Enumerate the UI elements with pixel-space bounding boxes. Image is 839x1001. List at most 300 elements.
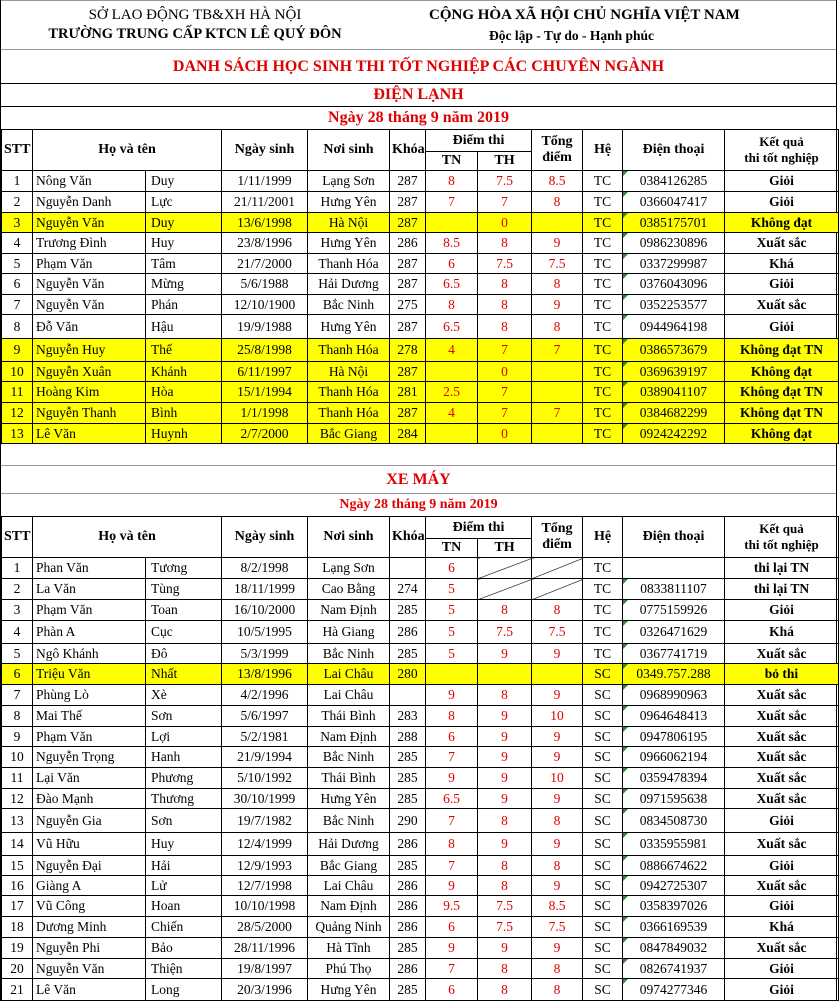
cell-th: 7.5 [478,171,532,192]
cell-pob: Hà Tĩnh [308,938,390,959]
phone-number: 0826741937 [639,960,708,976]
cell-khoa: 285 [390,768,426,789]
cell-stt: 16 [2,876,33,896]
cell-stt: 4 [2,233,33,254]
phone-number: 0974277346 [639,981,708,997]
cell-ho: Nguyễn Văn [33,295,146,315]
column-header-pob: Nơi sinh [308,130,390,171]
cell-ten: Duy [146,213,222,233]
cell-he: TC [583,424,623,444]
total-line-2: điểm [542,150,572,165]
cell-pob: Thanh Hóa [308,403,390,424]
header-right [389,1,836,49]
cell-ten: Sơn [146,706,222,727]
cell-th: 7 [478,339,532,362]
cell-he: TC [583,254,623,274]
cell-he: TC [583,295,623,315]
cell-tn: 5 [426,600,478,621]
cell-dt [623,233,725,254]
cell-stt: 3 [2,600,33,621]
cell-ho: Nguyễn Văn [33,213,146,233]
cell-tn: 7 [426,747,478,768]
phone-number: 0359478394 [639,770,708,785]
cell-ho: Nguyễn Phi [33,938,146,959]
cell-tn: 7 [426,959,478,979]
cell-khoa: 285 [390,856,426,876]
cell-dt [623,833,725,856]
cell-he: TC [583,621,623,644]
cell-pob: Bắc Ninh [308,809,390,833]
cell-stt: 12 [2,789,33,809]
cell-dt [623,876,725,896]
cell-th: 7.5 [478,621,532,644]
cell-tn: 8 [426,833,478,856]
cell-th: 0 [478,362,532,382]
cell-pob: Lạng Sơn [308,558,390,579]
cell-khoa: 274 [390,579,426,600]
cell-tong: 7.5 [532,621,583,644]
table-row [2,382,839,403]
document-header [1,0,836,49]
phone-number: 0775159926 [639,602,708,617]
cell-pob: Bắc Giang [308,424,390,444]
cell-kq: Không đạt [725,213,839,233]
phone-number: 0352253577 [639,296,708,312]
comment-indicator-icon [623,789,628,794]
cell-dt [623,959,725,979]
cell-kq: Giỏi [725,192,839,213]
cell-tong: 7 [532,403,583,424]
cell-tong: 9 [532,727,583,747]
cell-tong: 8 [532,856,583,876]
cell-tong: 9 [532,789,583,809]
phone-number: 0366169539 [639,919,708,934]
cell-khoa: 287 [390,213,426,233]
cell-kq: Xuất sắc [725,295,839,315]
cell-dob: 13/8/1996 [222,664,308,685]
cell-he: TC [583,171,623,192]
comment-indicator-icon [623,938,628,943]
cell-khoa [390,685,426,706]
cell-he: SC [583,706,623,727]
column-header-pob: Nơi sinh [308,517,390,558]
republic-name: CỘNG HÒA XÃ HỘI CHỦ NGHĨA VIỆT NAM [429,7,740,23]
cell-he: TC [583,274,623,295]
phone-number: 0924242292 [639,425,708,441]
cell-ten: Duy [146,171,222,192]
cell-tong [532,664,583,685]
cell-stt: 14 [2,833,33,856]
table-row [2,727,839,747]
cell-kq: Giỏi [725,315,839,339]
cell-tong: 8 [532,979,583,1001]
comment-indicator-icon [623,644,628,649]
cell-stt: 6 [2,664,33,685]
cell-khoa [390,558,426,579]
cell-ten: Bình [146,403,222,424]
cell-tong: 8 [532,315,583,339]
cell-dt [623,213,725,233]
phone-number: 0384126285 [639,173,708,188]
cell-khoa: 287 [390,171,426,192]
column-header-phone: Điện thoại [623,517,725,558]
document-title: DANH SÁCH HỌC SINH THI TỐT NGHIỆP CÁC CHUYÊN NGÀNH [1,49,836,83]
comment-indicator-icon [623,382,628,387]
comment-indicator-icon [623,856,628,861]
cell-th: 8 [478,233,532,254]
cell-ten: Tương [146,558,222,579]
phone-number: 0386573679 [639,342,708,357]
cell-ten: Lực [146,192,222,213]
cell-dt [623,706,725,727]
cell-khoa: 287 [390,362,426,382]
cell-he: SC [583,809,623,833]
cell-dt [623,979,725,1001]
table-row [2,315,839,339]
cell-tn: 5 [426,621,478,644]
cell-he: SC [583,727,623,747]
cell-dt [623,747,725,768]
cell-dob: 28/5/2000 [222,917,308,938]
cell-ho: Phạm Văn [33,727,146,747]
result-line-1: Kết quả [759,134,804,149]
cell-he: TC [583,579,623,600]
cell-stt: 5 [2,644,33,664]
cell-khoa: 287 [390,254,426,274]
sections-container [1,83,836,1001]
cell-he: SC [583,768,623,789]
cell-kq: Giỏi [725,274,839,295]
column-header-he: Hệ [583,130,623,171]
cell-kq: Xuất sắc [725,938,839,959]
cell-tn [426,213,478,233]
section-date: Ngày 28 tháng 9 năm 2019 [1,493,836,516]
cell-tn: 9 [426,685,478,706]
cell-kq: Xuất sắc [725,833,839,856]
phone-number: 0847849032 [639,940,708,955]
column-header-he: Hệ [583,517,623,558]
table-row [2,789,839,809]
table-row [2,685,839,706]
cell-tong: 10 [532,706,583,727]
table-row [2,424,839,444]
cell-tong: 7.5 [532,917,583,938]
cell-ten: Xè [146,685,222,706]
cell-ho: Triệu Văn [33,664,146,685]
cell-he: TC [583,644,623,664]
cell-pob: Nam Định [308,727,390,747]
cell-tn: 5 [426,579,478,600]
cell-dt [623,171,725,192]
cell-dt [623,938,725,959]
phone-number: 0966062194 [639,749,708,764]
cell-th: 8 [478,876,532,896]
cell-kq: Khá [725,917,839,938]
cell-th: 8 [478,315,532,339]
table-row [2,233,839,254]
cell-dt [623,685,725,706]
cell-he: SC [583,876,623,896]
cell-ten: Cục [146,621,222,644]
phone-number: 0886674622 [639,857,708,873]
cell-dob: 21/9/1994 [222,747,308,768]
cell-th: 0 [478,213,532,233]
comment-indicator-icon [623,876,628,881]
cell-dob: 4/2/1996 [222,685,308,706]
cell-tn: 8.5 [426,233,478,254]
cell-he: SC [583,789,623,809]
cell-dob: 1/1/1998 [222,403,308,424]
cell-tong: 9 [532,833,583,856]
cell-pob: Hưng Yên [308,192,390,213]
cell-tong: 8 [532,192,583,213]
cell-tn [426,664,478,685]
cell-tn: 6 [426,558,478,579]
cell-dob: 2/7/2000 [222,424,308,444]
cell-pob: Quảng Ninh [308,917,390,938]
cell-ho: Lê Văn [33,424,146,444]
cell-khoa: 290 [390,809,426,833]
cell-ten: Hậu [146,315,222,339]
cell-stt: 17 [2,896,33,917]
cell-tn: 7 [426,192,478,213]
cell-he: TC [583,403,623,424]
cell-pob: Lai Châu [308,685,390,706]
phone-number: 0971595638 [639,790,708,806]
cell-dob: 12/10/1900 [222,295,308,315]
cell-pob: Thanh Hóa [308,339,390,362]
cell-stt: 12 [2,403,33,424]
cell-dob: 6/11/1997 [222,362,308,382]
cell-tn: 6 [426,727,478,747]
cell-tn: 4 [426,403,478,424]
table-row [2,339,839,362]
cell-dt [623,192,725,213]
table-row [2,295,839,315]
cell-ho: Nguyễn Danh [33,192,146,213]
cell-ho: Nguyễn Trọng [33,747,146,768]
table-row [2,938,839,959]
cell-tong: 8 [532,274,583,295]
cell-kq: Không đạt [725,362,839,382]
cell-dob: 1/11/1999 [222,171,308,192]
comment-indicator-icon [623,600,628,605]
cell-dt [623,382,725,403]
cell-kq: Giỏi [725,171,839,192]
cell-tong: 9 [532,295,583,315]
comment-indicator-icon [623,315,628,320]
cell-ho: Nông Văn [33,171,146,192]
cell-stt: 19 [2,938,33,959]
cell-he: TC [583,192,623,213]
cell-ten: Huynh [146,424,222,444]
cell-ten: Huy [146,233,222,254]
cell-tong: 8.5 [532,171,583,192]
cell-th: 8 [478,274,532,295]
cell-tong: 9 [532,644,583,664]
cell-ten: Lợi [146,727,222,747]
total-line-1: Tổng [541,134,573,149]
column-header-name: Họ và tên [33,130,222,171]
cell-ho: Lê Văn [33,979,146,1001]
cell-th: 9 [478,789,532,809]
comment-indicator-icon [623,192,628,197]
cell-pob: Lai Châu [308,876,390,896]
cell-ten: Mừng [146,274,222,295]
phone-number: 0389041107 [640,384,707,399]
comment-indicator-icon [623,254,628,259]
cell-dob: 8/2/1998 [222,558,308,579]
phone-number: 0834508730 [639,812,708,828]
cell-dob: 16/10/2000 [222,600,308,621]
cell-th: 7 [478,403,532,424]
column-header-score: Điểm thi [426,130,532,152]
cell-he: SC [583,938,623,959]
cell-tong: 8 [532,809,583,833]
cell-ho: Ngô Khánh [33,644,146,664]
cell-pob: Hải Dương [308,274,390,295]
cell-khoa: 283 [390,706,426,727]
cell-tn: 6 [426,917,478,938]
table-row [2,600,839,621]
cell-pob: Hà Nội [308,362,390,382]
cell-tn: 9 [426,876,478,896]
cell-ho: Phan Văn [33,558,146,579]
cell-dt [623,917,725,938]
cell-pob: Hưng Yên [308,979,390,1001]
cell-dob: 20/3/1996 [222,979,308,1001]
table-row [2,274,839,295]
comment-indicator-icon [623,979,628,984]
column-header-th: TH [478,152,532,171]
cell-ten: Hanh [146,747,222,768]
cell-dob: 10/10/1998 [222,896,308,917]
cell-tn: 6 [426,979,478,1001]
cell-stt: 1 [2,558,33,579]
cell-kq: Xuất sắc [725,706,839,727]
cell-kq: Xuất sắc [725,233,839,254]
cell-khoa: 287 [390,403,426,424]
total-line-1: Tổng [541,521,573,536]
cell-ten: Tâm [146,254,222,274]
column-header-total [532,130,583,171]
cell-dob: 13/6/1998 [222,213,308,233]
cell-ten: Thế [146,339,222,362]
cell-stt: 18 [2,917,33,938]
cell-th: 7 [478,382,532,403]
cell-tong: 9 [532,876,583,896]
cell-tong [532,558,583,579]
cell-stt: 1 [2,171,33,192]
cell-dt [623,274,725,295]
section-spacer [1,444,836,465]
column-header-stt: STT [2,517,33,558]
cell-kq: Không đạt TN [725,339,839,362]
cell-ho: Nguyễn Huy [33,339,146,362]
cell-tn: 9 [426,768,478,789]
column-header-stt: STT [2,130,33,171]
cell-tong [532,579,583,600]
cell-he: SC [583,917,623,938]
cell-stt: 13 [2,809,33,833]
cell-khoa: 287 [390,192,426,213]
cell-stt: 21 [2,979,33,1001]
table-row [2,579,839,600]
phone-number: 0964648413 [639,708,708,723]
cell-pob: Hưng Yên [308,315,390,339]
phone-number: 0326471629 [639,624,708,639]
cell-stt: 8 [2,315,33,339]
cell-ho: Vũ Công [33,896,146,917]
column-header-th: TH [478,539,532,558]
cell-pob: Nam Định [308,896,390,917]
cell-khoa: 286 [390,621,426,644]
cell-dt [623,315,725,339]
table-row [2,856,839,876]
cell-dt [623,362,725,382]
result-line-2: thi tốt nghiệp [744,150,819,165]
cell-dt [623,644,725,664]
cell-kq: Giỏi [725,979,839,1001]
table-row [2,644,839,664]
table-row [2,213,839,233]
table-row [2,747,839,768]
cell-he: SC [583,833,623,856]
column-header-result [725,130,839,171]
cell-he: TC [583,213,623,233]
cell-ten: Phương [146,768,222,789]
column-header-name: Họ và tên [33,517,222,558]
cell-th: 8 [478,809,532,833]
cell-stt: 9 [2,727,33,747]
cell-tn: 8 [426,171,478,192]
table-row [2,192,839,213]
cell-ho: Nguyễn Xuân [33,362,146,382]
column-header-dob: Ngày sinh [222,517,308,558]
cell-th [478,579,532,600]
table-row [2,768,839,789]
cell-th [478,558,532,579]
cell-ten: Đô [146,644,222,664]
table-row [2,621,839,644]
cell-stt: 7 [2,685,33,706]
cell-th: 8 [478,685,532,706]
cell-khoa: 278 [390,339,426,362]
cell-khoa: 285 [390,979,426,1001]
comment-indicator-icon [623,917,628,922]
cell-he: SC [583,747,623,768]
cell-dt [623,600,725,621]
cell-kq: thi lại TN [725,558,839,579]
cell-dob: 23/8/1996 [222,233,308,254]
comment-indicator-icon [623,727,628,732]
cell-stt: 2 [2,579,33,600]
table-row [2,558,839,579]
cell-dt [623,295,725,315]
cell-dt [623,579,725,600]
cell-pob: Cao Bằng [308,579,390,600]
comment-indicator-icon [623,664,628,669]
table-row [2,876,839,896]
cell-th: 9 [478,938,532,959]
comment-indicator-icon [623,295,628,300]
cell-tn: 6.5 [426,789,478,809]
phone-number: 0366047417 [639,194,708,209]
phone-number: 0376043096 [639,276,708,291]
cell-dob: 19/7/1982 [222,809,308,833]
cell-dt [623,558,725,579]
cell-dob: 19/9/1988 [222,315,308,339]
